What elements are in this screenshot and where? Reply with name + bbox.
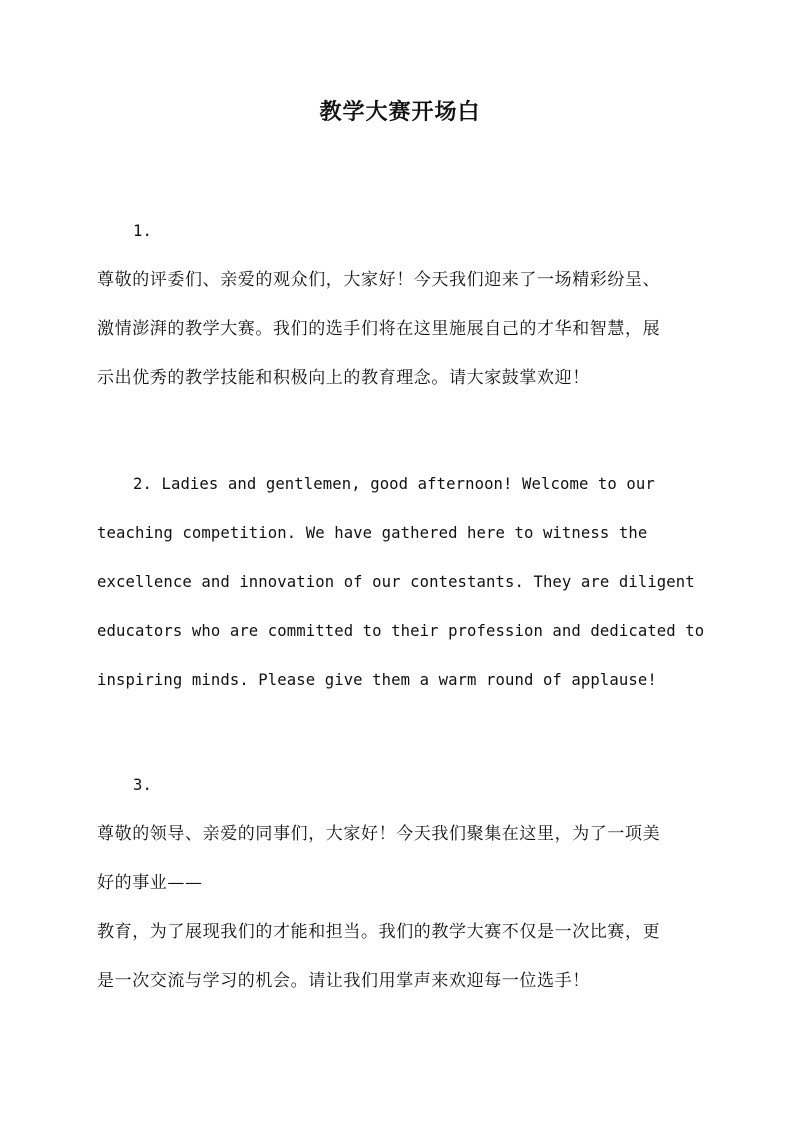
section-1-line-1: 尊敬的评委们、亲爱的观众们，大家好！今天我们迎来了一场精彩纷呈、 [97, 270, 661, 290]
section-2-line-5: inspiring minds. Please give them a warm round of applause! [97, 671, 657, 689]
section-3-line-1: 尊敬的领导、亲爱的同事们，大家好！今天我们聚集在这里，为了一项美 [97, 824, 661, 844]
section-1-number: 1. [133, 222, 152, 240]
section-3-line-4: 是一次交流与学习的机会。请让我们用掌声来欢迎每一位选手！ [97, 971, 590, 991]
section-3-number: 3. [133, 776, 152, 794]
section-2-line-4: educators who are committed to their profession and dedicated to [97, 622, 705, 640]
section-2-line-2: teaching competition. We have gathered here to witness the [97, 524, 648, 542]
section-3-line-3: 教育，为了展现我们的才能和担当。我们的教学大赛不仅是一次比赛，更 [97, 922, 661, 942]
section-1-line-3: 示出优秀的教学技能和积极向上的教育理念。请大家鼓掌欢迎！ [97, 368, 590, 388]
document-title: 教学大赛开场白 [319, 99, 481, 125]
section-3-line-2: 好的事业—— [97, 873, 203, 893]
section-2-line-1: 2. Ladies and gentlemen, good afternoon! Welcome to our [133, 475, 655, 493]
section-1-line-2: 激情澎湃的教学大赛。我们的选手们将在这里施展自己的才华和智慧，展 [97, 319, 661, 339]
section-2-line-3: excellence and innovation of our contestants. They are diligent [97, 573, 695, 591]
